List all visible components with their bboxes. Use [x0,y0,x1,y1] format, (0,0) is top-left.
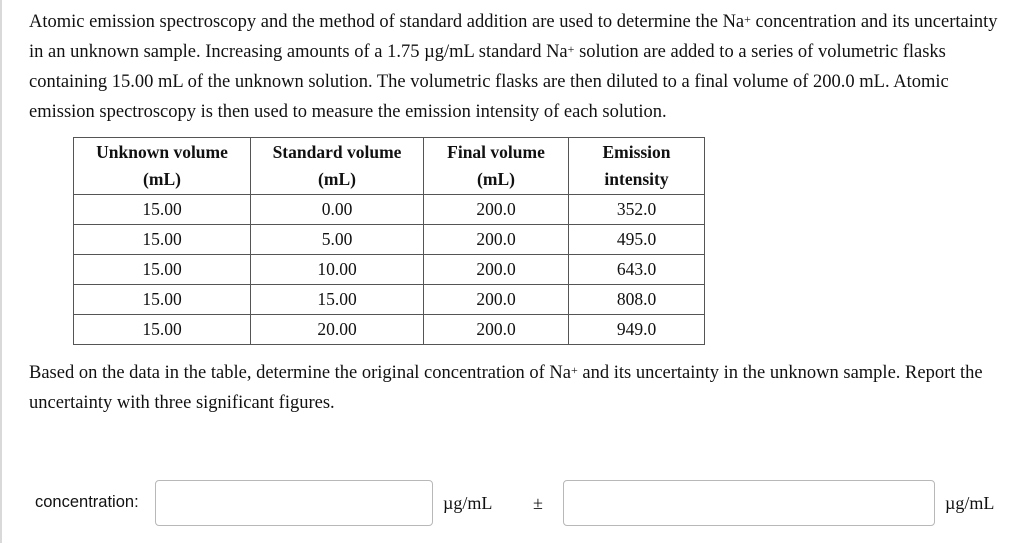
table-cell: 15.00 [74,285,251,315]
table-row [74,255,705,285]
table-cell: 643.0 [569,255,705,285]
superscript-plus: + [570,363,578,377]
table-cell: 949.0 [569,315,705,345]
table-cell: 200.0 [424,195,569,225]
problem-statement [29,7,1004,127]
header-final-volume: Final volume (mL) [424,138,569,195]
table-cell: 15.00 [74,255,251,285]
table-cell: 200.0 [424,315,569,345]
table-cell: 200.0 [424,285,569,315]
table-cell: 0.00 [251,195,424,225]
table-cell: 352.0 [569,195,705,225]
table-cell: 15.00 [74,195,251,225]
concentration-label: concentration: [35,493,139,511]
question-text-1: Based on the data in the table, determine the original concentration of Na [29,363,571,383]
table-cell: 15.00 [251,285,424,315]
superscript-plus: + [744,12,751,26]
table-cell: 495.0 [569,225,705,255]
table-cell: 20.00 [251,315,424,345]
concentration-unit: µg/mL [443,493,493,513]
answer-row [2,480,1024,528]
intro-text-2: concentration and its uncertainty in an unknown sample. Increasing amounts of a 1.75 µg/mL standard Na [29,12,998,62]
header-standard-volume: Standard volume (mL) [251,138,424,195]
table-cell: 10.00 [251,255,424,285]
header-unknown-volume: Unknown volume (mL) [74,138,251,195]
table-header-row [74,138,705,195]
question-text [29,358,1009,418]
question-text-2: and its uncertainty in the unknown sample. Report the uncertainty with three significant figures. [29,363,983,413]
plus-minus-symbol: ± [533,493,543,513]
data-table [73,137,705,345]
table-cell: 200.0 [424,225,569,255]
table-cell: 5.00 [251,225,424,255]
uncertainty-input[interactable] [563,480,935,526]
table-row [74,195,705,225]
table-cell: 808.0 [569,285,705,315]
table-cell: 200.0 [424,255,569,285]
table-cell: 15.00 [74,315,251,345]
table-row [74,225,705,255]
intro-text-3: solution are added to a series of volumetric flasks containing 15.00 mL of the unknown solution. The volumetric flasks are then diluted to a final volume of 200.0 mL. Atomic emission spectroscopy is then used to measure the emission intensity of each solution. [29,42,949,122]
concentration-input[interactable] [155,480,433,526]
table-cell: 15.00 [74,225,251,255]
table-row [74,285,705,315]
intro-text-1: Atomic emission spectroscopy and the method of standard addition are used to determine the Na [29,12,745,32]
header-emission-intensity: Emission intensity [569,138,705,195]
table-row [74,315,705,345]
superscript-plus: + [567,42,575,56]
uncertainty-unit: µg/mL [945,493,995,513]
